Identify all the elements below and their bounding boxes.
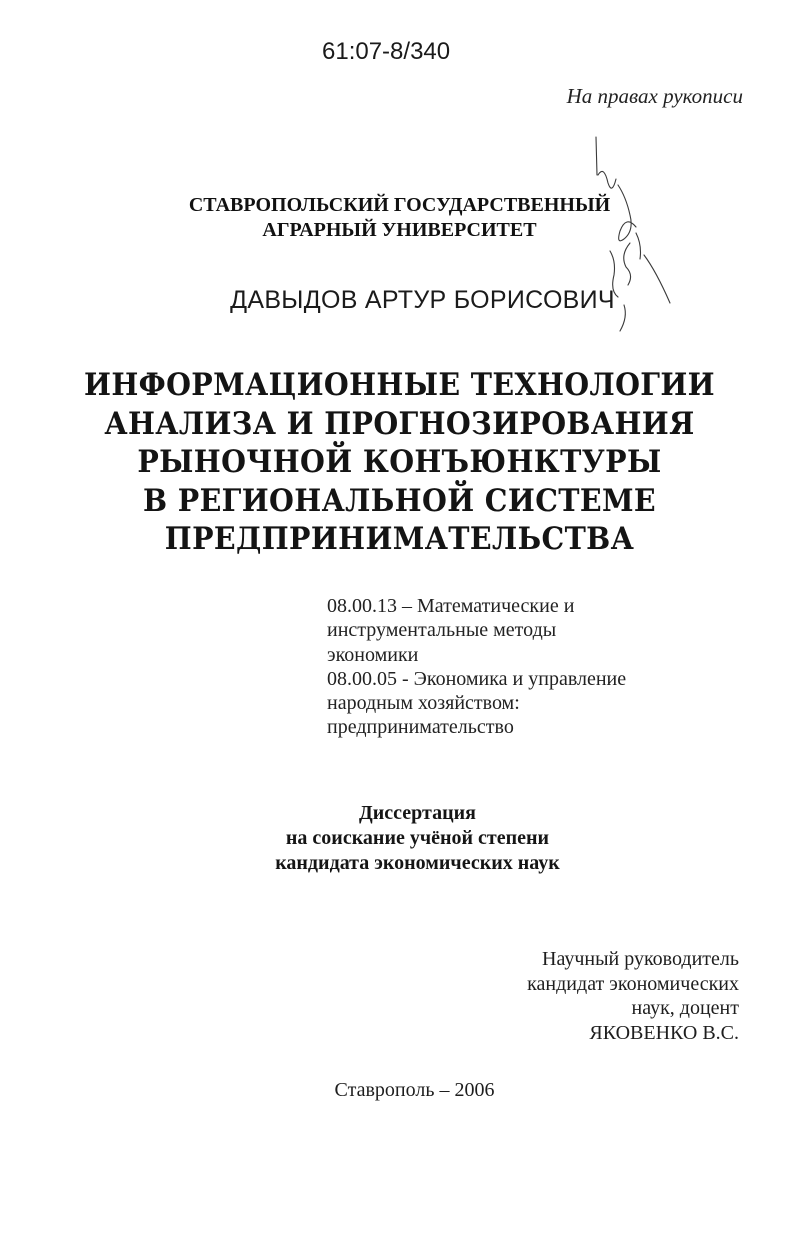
degree-line-1: Диссертация [359,802,476,824]
catalog-number: 61:07-8/340 [322,38,451,65]
supervisor-line-4: ЯКОВЕНКО В.С. [589,1021,739,1044]
title-line: РЫНОЧНОЙ КОНЪЮНКТУРЫ [137,444,662,480]
university-line-1: СТАВРОПОЛЬСКИЙ ГОСУДАРСТВЕННЫЙ [188,194,611,216]
supervisor-line-1: Научный руководитель [542,948,739,970]
specialty-line: народным хозяйством: [327,692,520,715]
scientific-supervisor [527,947,739,1045]
supervisor-line-3: наук, доцент [631,997,739,1019]
place-and-year: Ставрополь – 2006 [334,1079,495,1101]
supervisor-line-2: кандидат экономических [527,972,739,995]
specialty-line: экономики [327,643,419,666]
specialty-line: 08.00.05 - Экономика и управление [327,667,627,690]
title-line: ИНФОРМАЦИОННЫЕ ТЕХНОЛОГИИ [84,367,715,403]
author-name: ДАВЫДОВ АРТУР БОРИСОВИЧ [230,286,615,314]
specialty-line: 08.00.13 – Математические и [327,595,575,617]
degree-line-2: на соискание учёной степени [285,827,550,849]
university-line-2: АГРАРНЫЙ УНИВЕРСИТЕТ [262,219,537,241]
degree-statement [0,801,799,876]
rights-note: На правах рукописи [566,84,743,108]
degree-line-3: кандидата экономических наук [275,852,560,874]
specialty-codes [327,594,727,740]
specialty-line: предпринимательство [327,716,514,739]
title-line: В РЕГИОНАЛЬНОЙ СИСТЕМЕ [142,482,657,519]
specialty-line: инструментальные методы [327,619,557,642]
dissertation-title [32,366,767,559]
title-line: ПРЕДПРИНИМАТЕЛЬСТВА [164,521,635,557]
title-line: АНАЛИЗА И ПРОГНОЗИРОВАНИЯ [104,405,695,442]
